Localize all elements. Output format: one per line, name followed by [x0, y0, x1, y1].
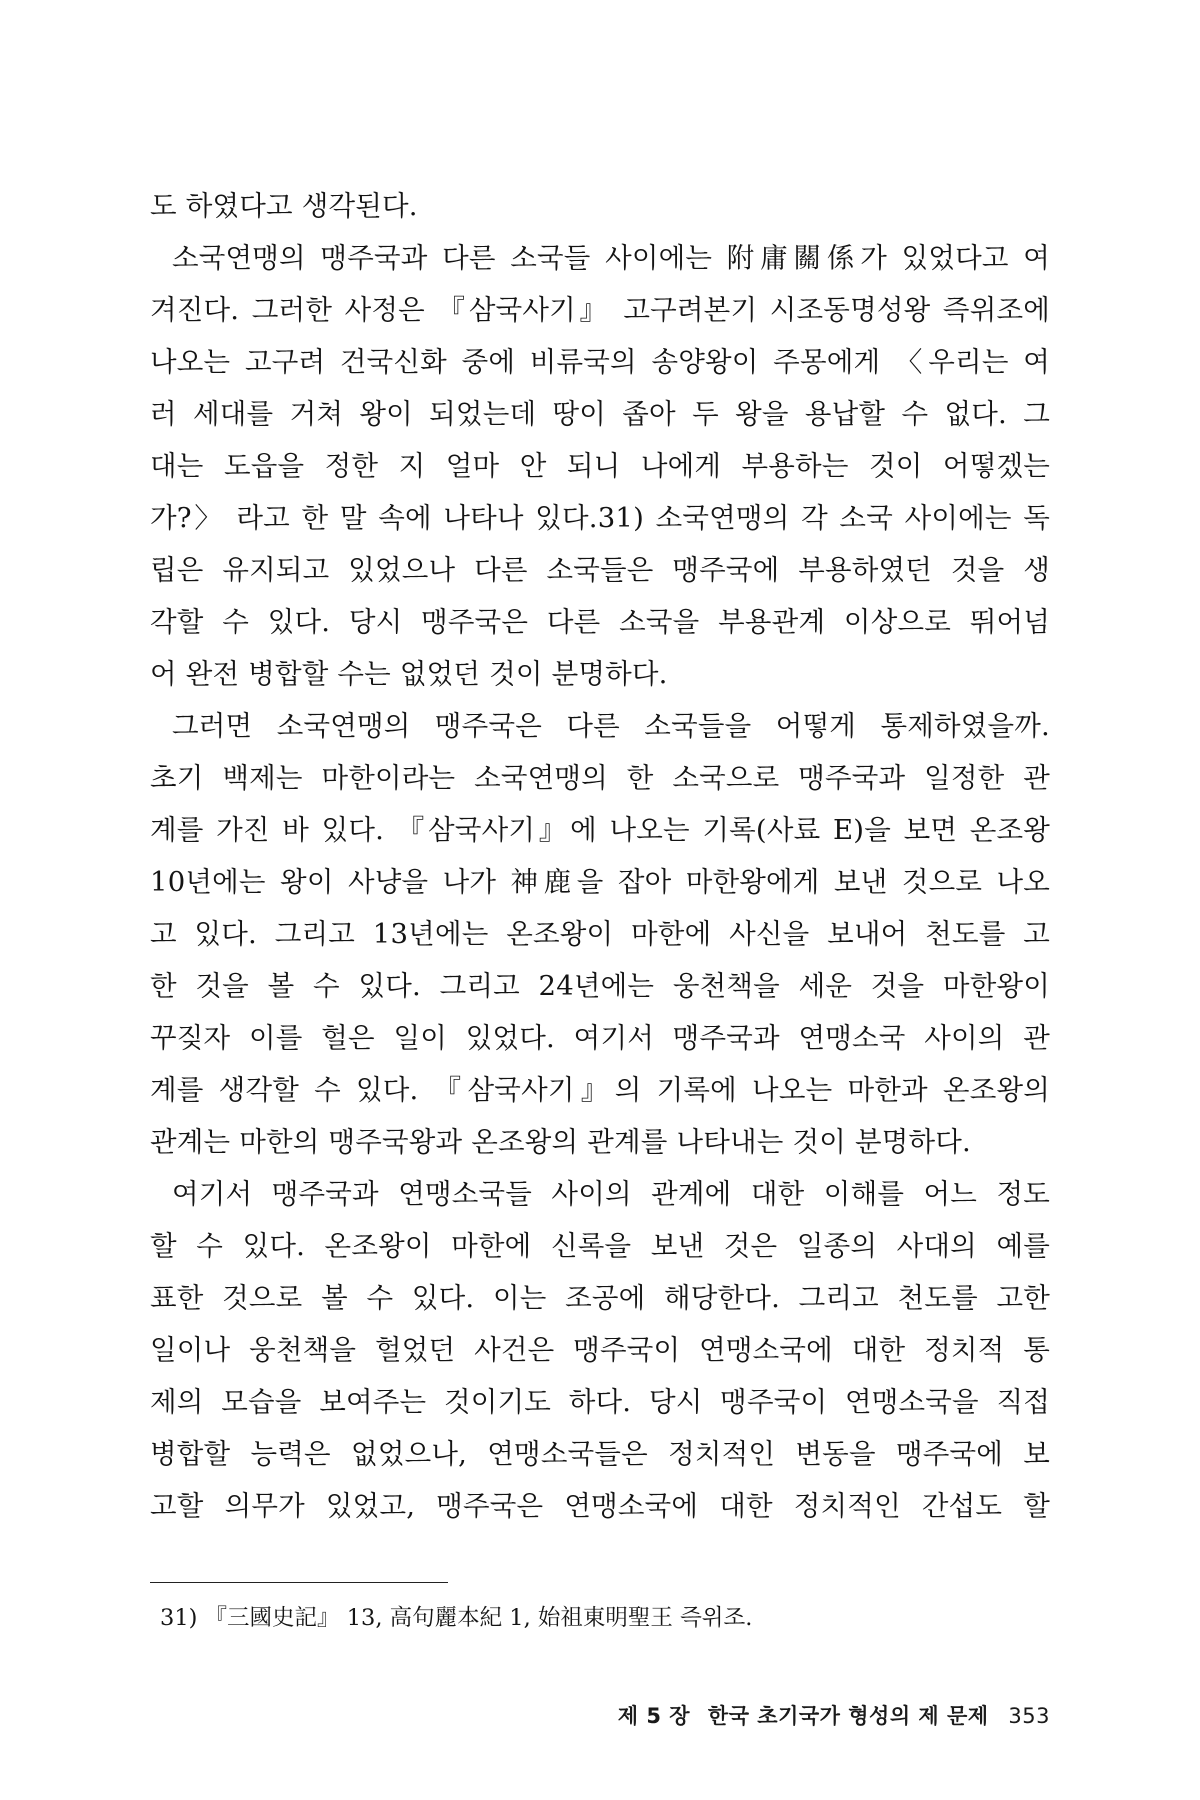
text-line: 가?〉 라고 한 말 속에 나타나 있다.31) 소국연맹의 각 소국 사이에는 독 — [150, 502, 1050, 534]
text-line: 계를 가진 바 있다. 『삼국사기』에 나오는 기록(사료 E)을 보면 온조왕 — [150, 814, 1050, 846]
text-line: 표한 것으로 볼 수 있다. 이는 조공에 해당한다. 그리고 천도를 고한 — [150, 1282, 1050, 1314]
text-line: 할 수 있다. 온조왕이 마한에 신록을 보낸 것은 일종의 사대의 예를 — [150, 1230, 1050, 1262]
footer-chapter: 제 5 장 — [617, 1704, 691, 1728]
text-line: 소국연맹의 맹주국과 다른 소국들 사이에는 附庸關係가 있었다고 여 — [172, 242, 1050, 274]
text-line: 한 것을 볼 수 있다. 그리고 24년에는 웅천책을 세운 것을 마한왕이 — [150, 970, 1050, 1002]
text-line: 립은 유지되고 있었으나 다른 소국들은 맹주국에 부용하였던 것을 생 — [150, 554, 1050, 586]
page-number: 353 — [1008, 1704, 1050, 1728]
text-line: 관계는 마한의 맹주국왕과 온조왕의 관계를 나타내는 것이 분명하다. — [150, 1126, 971, 1158]
text-line: 제의 모습을 보여주는 것이기도 하다. 당시 맹주국이 연맹소국을 직접 — [150, 1386, 1050, 1418]
text-line: 러 세대를 거쳐 왕이 되었는데 땅이 좁아 두 왕을 용납할 수 없다. 그 — [150, 398, 1050, 430]
text-line: 초기 백제는 마한이라는 소국연맹의 한 소국으로 맹주국과 일정한 관 — [150, 762, 1050, 794]
text-line: 고 있다. 그리고 13년에는 온조왕이 마한에 사신을 보내어 천도를 고 — [150, 918, 1050, 950]
text-line: 꾸짖자 이를 헐은 일이 있었다. 여기서 맹주국과 연맹소국 사이의 관 — [150, 1022, 1050, 1054]
text-line: 그러면 소국연맹의 맹주국은 다른 소국들을 어떻게 통제하였을까. — [172, 710, 1050, 742]
body-text — [150, 180, 1050, 1532]
text-line: 나오는 고구려 건국신화 중에 비류국의 송양왕이 주몽에게 〈우리는 여 — [150, 346, 1050, 378]
text-line: 여기서 맹주국과 연맹소국들 사이의 관계에 대한 이해를 어느 정도 — [172, 1178, 1050, 1210]
text-line: 병합할 능력은 없었으나, 연맹소국들은 정치적인 변동을 맹주국에 보 — [150, 1438, 1050, 1470]
footnote-divider — [150, 1582, 448, 1583]
text-line: 계를 생각할 수 있다. 『삼국사기』의 기록에 나오는 마한과 온조왕의 — [150, 1074, 1050, 1106]
footer-chapter-title: 한국 초기국가 형성의 제 문제 — [707, 1704, 989, 1728]
text-line: 각할 수 있다. 당시 맹주국은 다른 소국을 부용관계 이상으로 뛰어넘 — [150, 606, 1050, 638]
text-line: 어 완전 병합할 수는 없었던 것이 분명하다. — [150, 658, 668, 690]
text-line: 겨진다. 그러한 사정은 『삼국사기』 고구려본기 시조동명성왕 즉위조에 — [150, 294, 1050, 326]
running-footer — [618, 1700, 1050, 1730]
text-line: 10년에는 왕이 사냥을 나가 神鹿을 잡아 마한왕에게 보낸 것으로 나오 — [150, 866, 1050, 898]
text-line: 도 하였다고 생각된다. — [150, 190, 418, 222]
text-line: 고할 의무가 있었고, 맹주국은 연맹소국에 대한 정치적인 간섭도 할 — [150, 1490, 1050, 1522]
footnote-31: 31) 『三國史記』 13, 高句麗本紀 1, 始祖東明聖王 즉위조. — [160, 1605, 753, 1631]
text-line: 일이나 웅천책을 헐었던 사건은 맹주국이 연맹소국에 대한 정치적 통 — [150, 1334, 1050, 1366]
text-line: 대는 도읍을 정한 지 얼마 안 되니 나에게 부용하는 것이 어떻겠는 — [150, 450, 1050, 482]
